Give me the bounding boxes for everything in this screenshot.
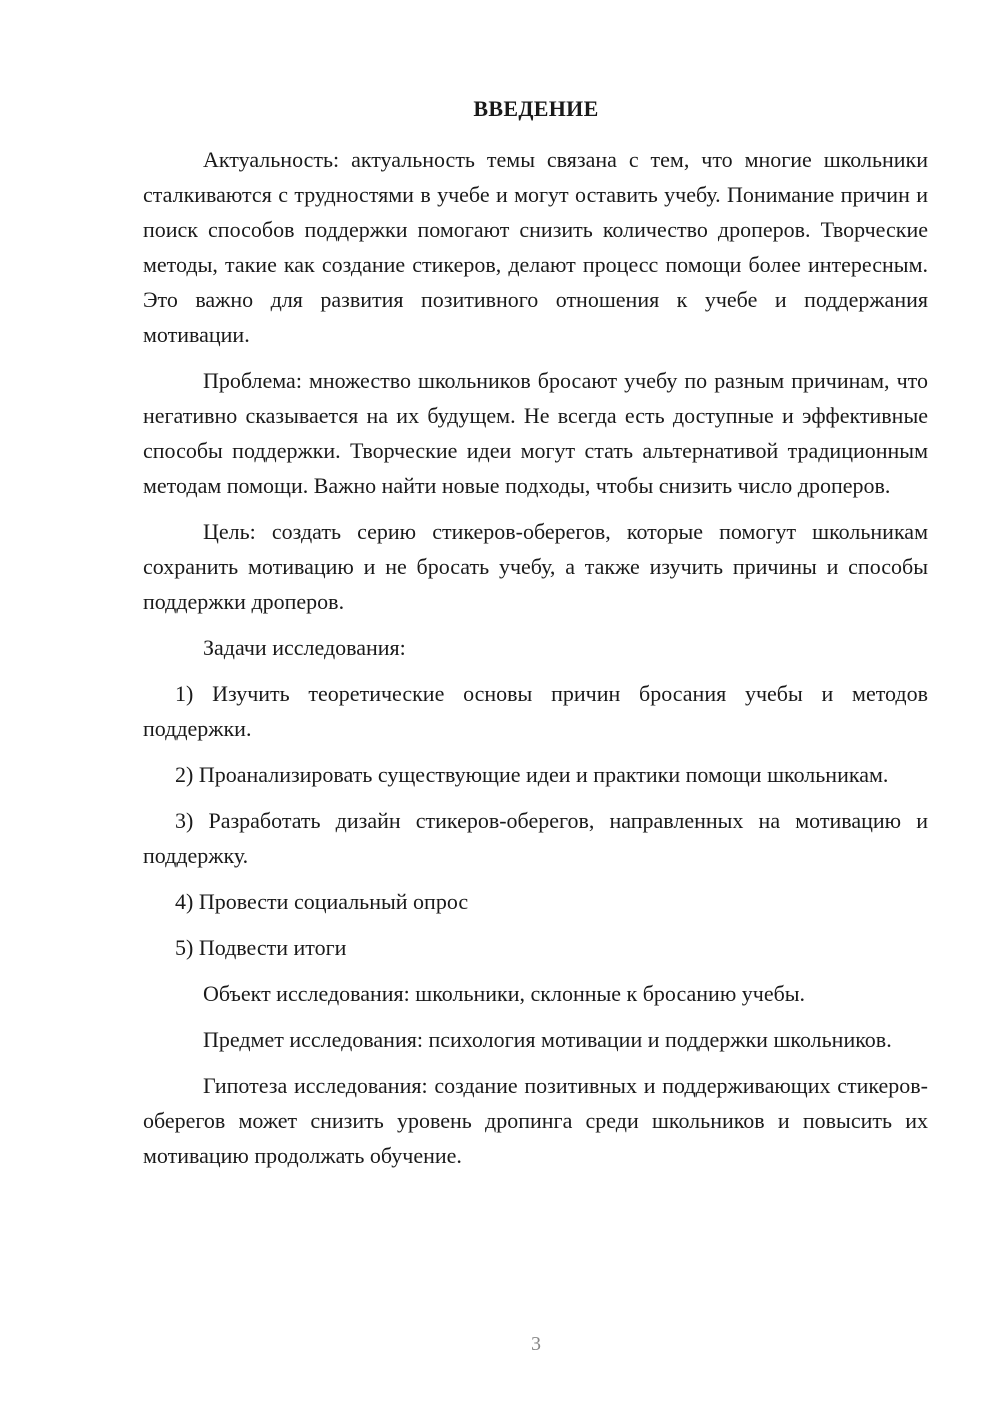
paragraph-goal: Цель: создать серию стикеров-оберегов, которые помогут школьникам сохранить мотивацию и не бросать учебу, а также изучить причины и способы поддержки дроперов. <box>143 519 928 614</box>
paragraph-object: Объект исследования: школьники, склонные к бросанию учебы. <box>203 981 806 1006</box>
paragraph-hypothesis: Гипотеза исследования: создание позитивных и поддерживающих стикеров-оберегов может снизить уровень дропинга среди школьников и повысить их мотивацию продолжать обучение. <box>143 1073 928 1168</box>
page-title: ВВЕДЕНИЕ <box>473 96 599 121</box>
tasks-title: Задачи исследования: <box>203 635 406 660</box>
document-body <box>143 142 928 1184</box>
paragraph-problem: Проблема: множество школьников бросают учебу по разным причинам, что негативно сказывается на их будущем. Не всегда есть доступные и эффективные способы поддержки. Творческие идеи могут стать альтернативой традиционным методам помощи. Важно найти новые подходы, чтобы снизить число дроперов. <box>143 368 928 498</box>
task-item-5: 5) Подвести итоги <box>175 935 347 960</box>
page-number: 3 <box>531 1333 541 1355</box>
paragraph-relevance: Актуальность: актуальность темы связана с тем, что многие школьники сталкиваются с трудностями в учебе и могут оставить учебу. Понимание причин и поиск способов поддержки помогают снизить количество дроперов. Творческие методы, такие как создание стикеров, делают процесс помощи более интересным. Это важно для развития позитивного отношения к учебе и поддержания мотивации. <box>143 147 928 347</box>
task-item-4: 4) Провести социальный опрос <box>175 889 469 914</box>
task-item-2: 2) Проанализировать существующие идеи и практики помощи школьникам. <box>175 762 889 787</box>
paragraph-subject: Предмет исследования: психология мотивации и поддержки школьников. <box>203 1027 892 1052</box>
task-item-3: 3) Разработать дизайн стикеров-оберегов, направленных на мотивацию и поддержку. <box>143 808 928 868</box>
task-item-1: 1) Изучить теоретические основы причин бросания учебы и методов поддержки. <box>143 681 928 741</box>
